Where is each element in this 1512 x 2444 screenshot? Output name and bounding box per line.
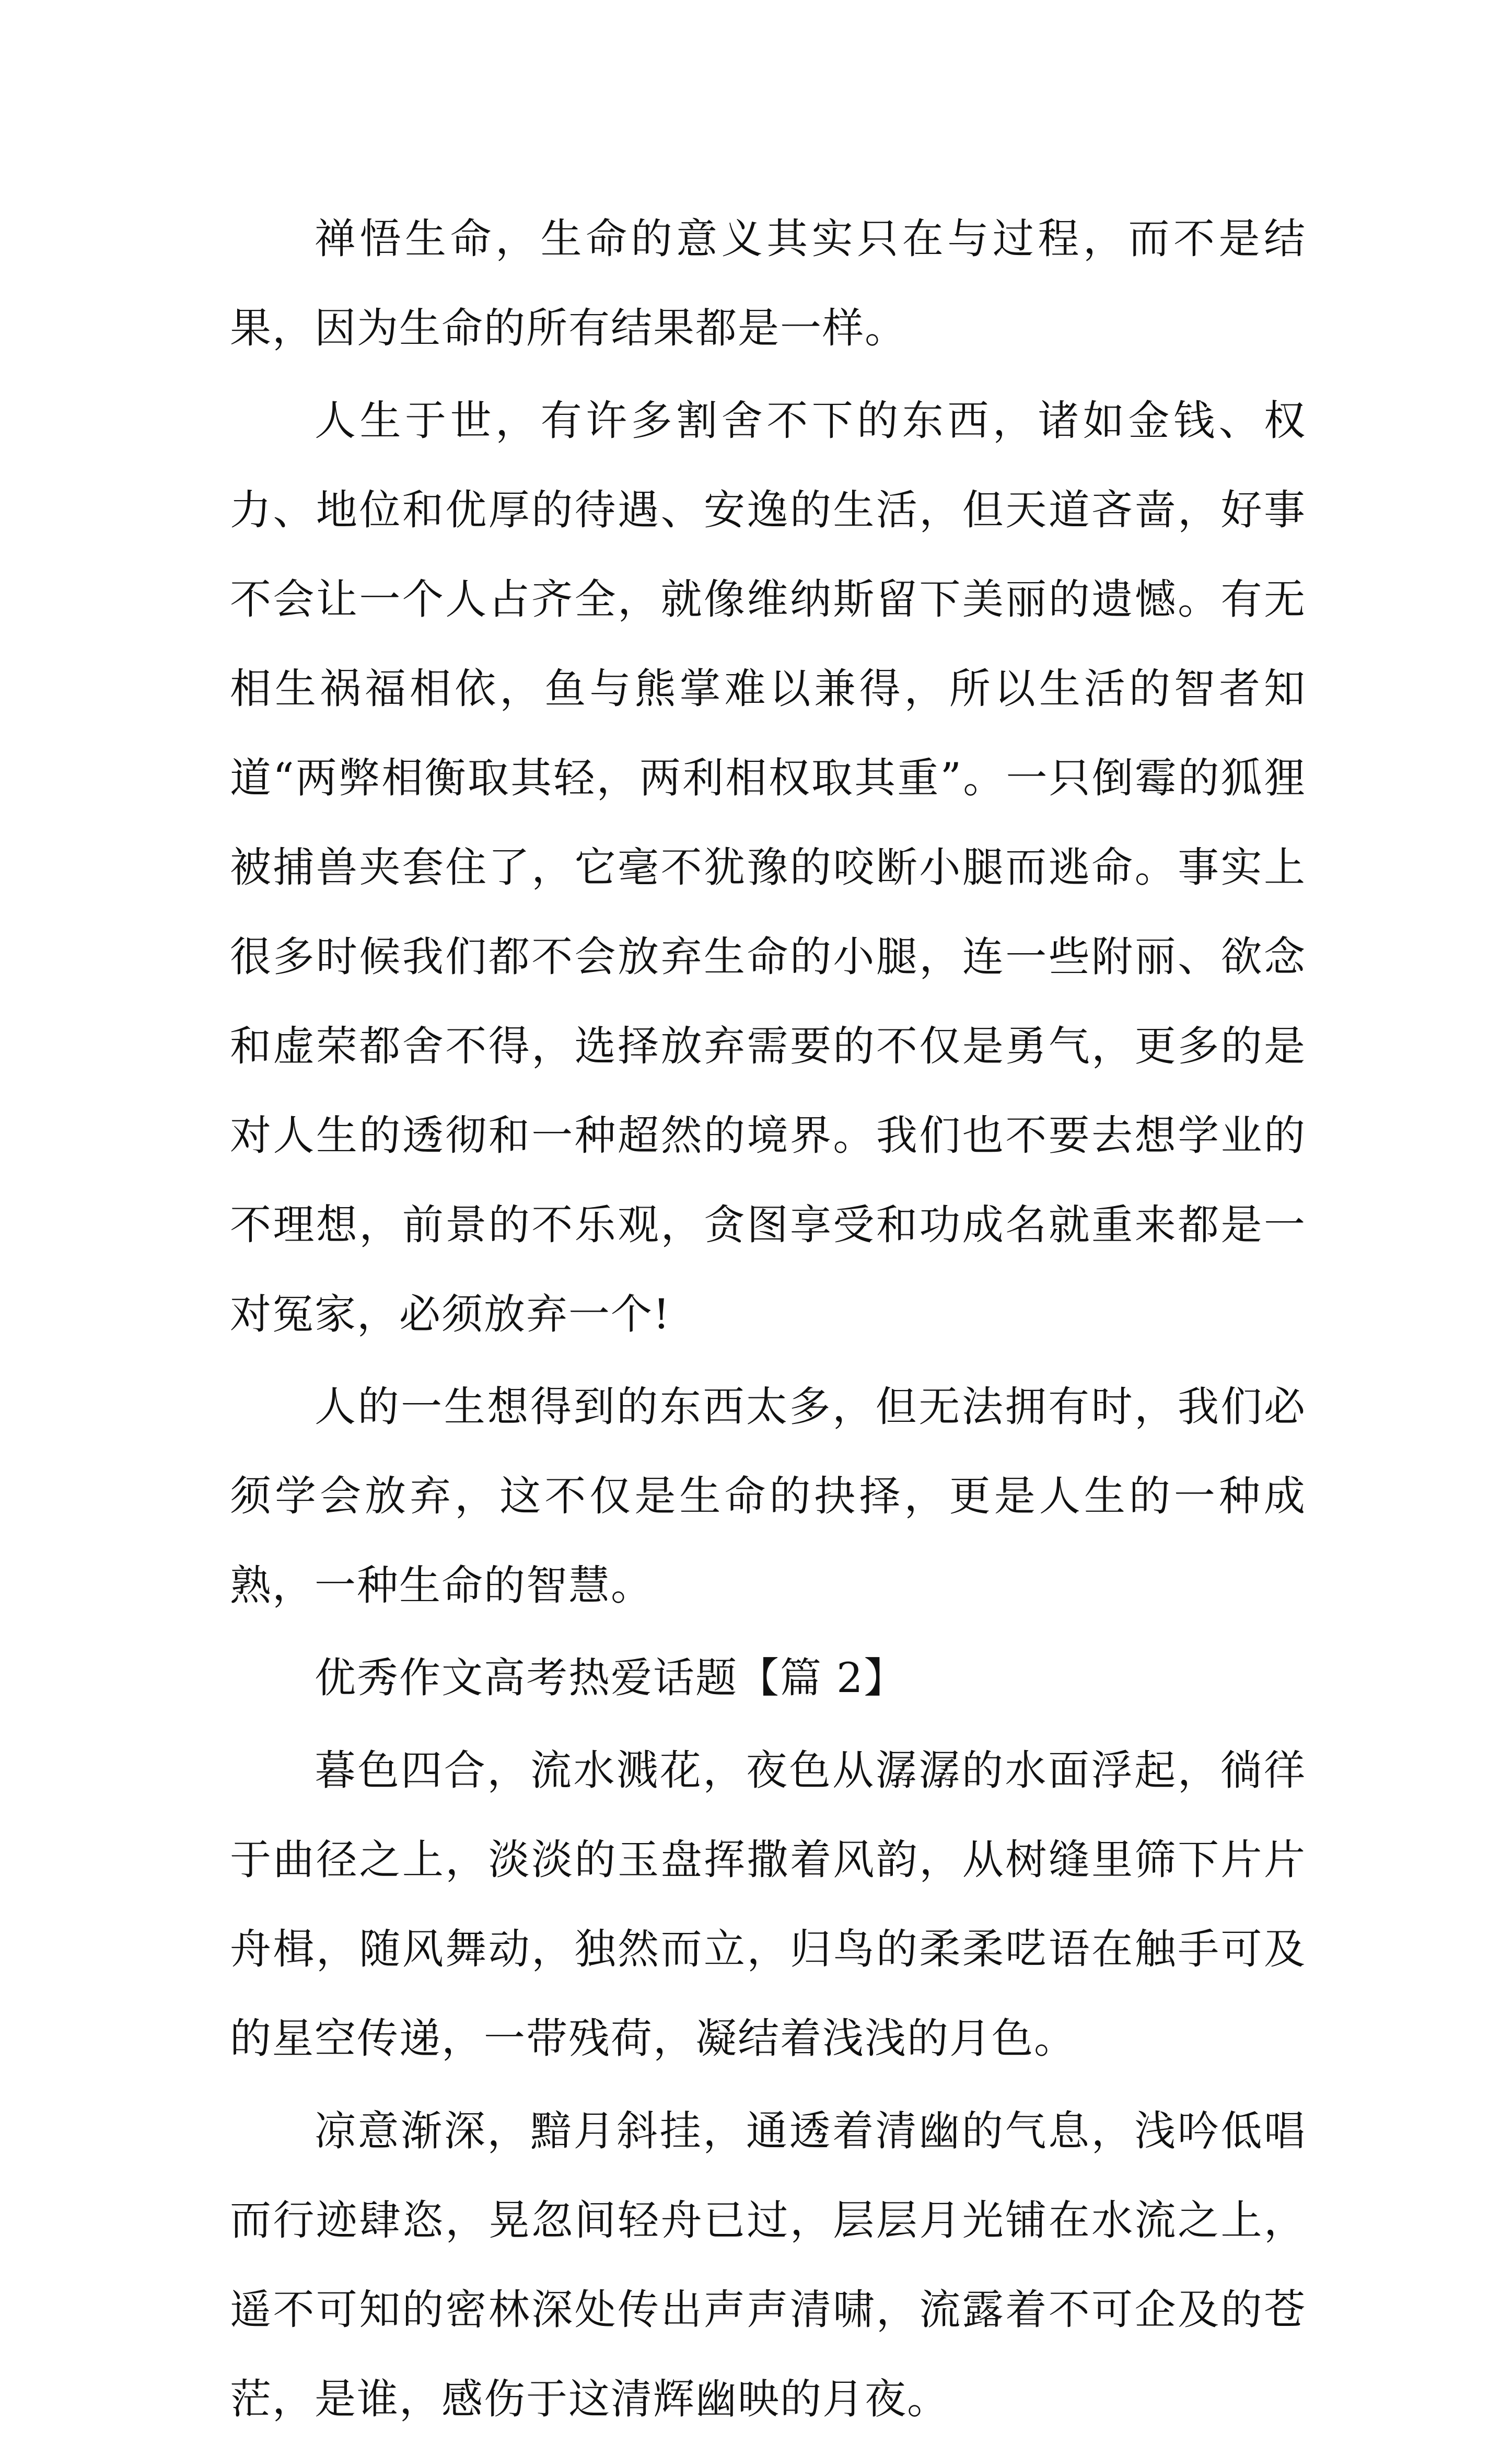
paragraph-3: 人的一生想得到的东西太多，但无法拥有时，我们必须学会放弃，这不仅是生命的抉择，更是人生的一种成熟，一种生命的智慧。 — [230, 1383, 1306, 1609]
paragraph-2: 人生于世，有许多割舍不下的东西，诸如金钱、权力、地位和优厚的待遇、安逸的生活，但天道吝啬，好事不会让一个人占齐全，就像维纳斯留下美丽的遗憾。有无相生祸福相依，鱼与熊掌难以兼得，所以生活的智者知道“两弊相衡取其轻，两利相权取其重”。一只倒霉的狐狸被捕兽夹套住了，它毫不犹豫的咬断小腿而逃命。事实上很多时候我们都不会放弃生命的小腿，连一些附丽、欲念和虚荣都舍不得，选择放弃需要的不仅是勇气，更多的是对人生的透彻和一种超然的境界。我们也不要去想学业的不理想，前景的不乐观，贪图享受和功成名就重来都是一对冤家，必须放弃一个! — [230, 397, 1306, 1338]
section-heading: 优秀作文高考热爱话题【篇 2】 — [315, 1654, 906, 1702]
paragraph-4: 暮色四合，流水溅花，夜色从潺潺的水面浮起，徜徉于曲径之上，淡淡的玉盘挥撒着风韵，从树缝里筛下片片舟楫，随风舞动，独然而立，归鸟的柔柔呓语在触手可及的星空传递，一带残荷，凝结着浅浅的月色。 — [230, 1746, 1306, 2063]
paragraph-5: 凉意渐深，黯月斜挂，通透着清幽的气息，浅吟低唱而行迹肆恣，晃忽间轻舟已过，层层月光铺在水流之上，遥不可知的密林深处传出声声清啸，流露着不可企及的苍茫，是谁，感伤于这清辉幽映的月夜。 — [230, 2107, 1306, 2423]
paragraph-1: 禅悟生命，生命的意义其实只在与过程，而不是结果，因为生命的所有结果都是一样。 — [230, 215, 1306, 352]
document-body — [230, 194, 1306, 2444]
